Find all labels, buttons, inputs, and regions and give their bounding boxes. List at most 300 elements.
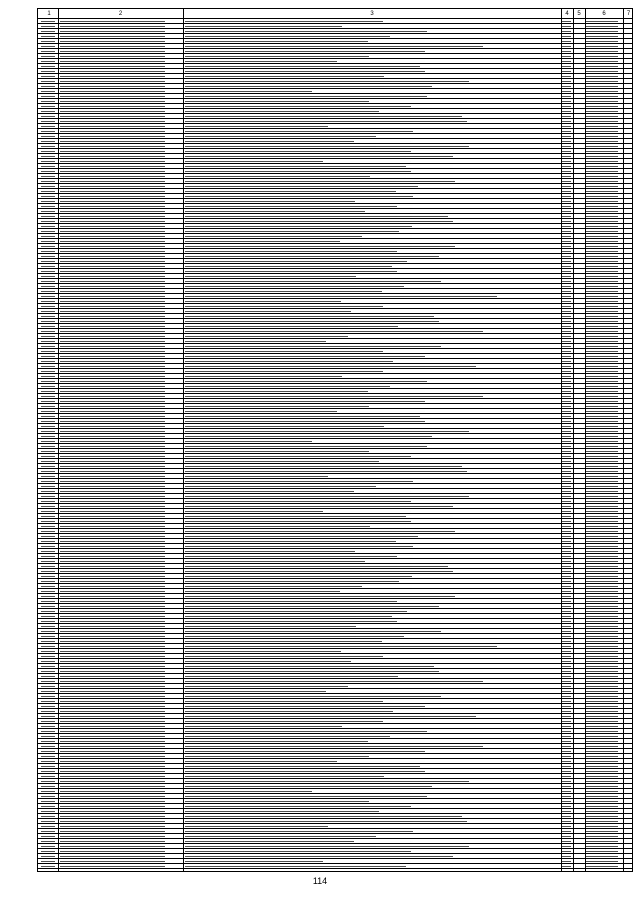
illegible-text (41, 251, 55, 253)
illegible-text (41, 801, 55, 803)
illegible-text (60, 826, 165, 828)
illegible-text (60, 716, 165, 718)
illegible-text (185, 76, 384, 78)
illegible-text (185, 546, 413, 548)
illegible-text (185, 66, 420, 68)
illegible-text (41, 131, 55, 133)
illegible-text (562, 426, 571, 428)
illegible-text (185, 126, 328, 128)
illegible-text (586, 136, 618, 138)
illegible-text (562, 461, 571, 463)
illegible-text (60, 341, 165, 343)
illegible-text (586, 636, 618, 638)
illegible-text (185, 176, 370, 178)
illegible-text (586, 301, 618, 303)
illegible-text (41, 281, 55, 283)
illegible-text (41, 421, 55, 423)
illegible-text (562, 746, 571, 748)
illegible-text (41, 196, 55, 198)
illegible-text (562, 276, 571, 278)
illegible-text (60, 461, 165, 463)
illegible-text (41, 231, 55, 233)
illegible-text (185, 366, 476, 368)
illegible-text (41, 446, 55, 448)
illegible-text (60, 531, 165, 533)
illegible-text (60, 296, 165, 298)
illegible-text (60, 836, 165, 838)
illegible-text (586, 791, 618, 793)
illegible-text (185, 806, 411, 808)
illegible-text (185, 741, 368, 743)
illegible-text (41, 51, 55, 53)
illegible-text (562, 231, 571, 233)
illegible-text (185, 341, 326, 343)
illegible-text (185, 431, 469, 433)
illegible-text (562, 81, 571, 83)
column-divider (585, 9, 586, 871)
illegible-text (586, 681, 618, 683)
illegible-text (60, 676, 165, 678)
illegible-text (562, 456, 571, 458)
illegible-text (60, 866, 165, 868)
illegible-text (586, 181, 618, 183)
illegible-text (562, 476, 571, 478)
illegible-text (185, 776, 384, 778)
illegible-text (586, 156, 618, 158)
illegible-text (185, 91, 312, 93)
illegible-text (586, 731, 618, 733)
illegible-text (185, 716, 476, 718)
illegible-text (185, 96, 427, 98)
illegible-text (185, 246, 455, 248)
illegible-text (586, 216, 618, 218)
illegible-text (185, 186, 418, 188)
illegible-text (562, 331, 571, 333)
illegible-text (586, 556, 618, 558)
illegible-text (562, 36, 571, 38)
illegible-text (185, 301, 341, 303)
illegible-text (586, 806, 618, 808)
illegible-text (562, 251, 571, 253)
illegible-text (586, 31, 618, 33)
illegible-text (60, 816, 165, 818)
illegible-text (60, 21, 165, 23)
illegible-text (586, 111, 618, 113)
illegible-text (586, 531, 618, 533)
illegible-text (185, 396, 483, 398)
illegible-text (41, 561, 55, 563)
illegible-text (41, 806, 55, 808)
illegible-text (586, 756, 618, 758)
illegible-text (60, 856, 165, 858)
illegible-text (586, 46, 618, 48)
illegible-text (586, 696, 618, 698)
illegible-text (185, 216, 448, 218)
illegible-text (185, 51, 425, 53)
illegible-text (586, 261, 618, 263)
illegible-text (562, 441, 571, 443)
illegible-text (60, 726, 165, 728)
illegible-text (60, 196, 165, 198)
illegible-text (41, 96, 55, 98)
illegible-text (586, 841, 618, 843)
illegible-text (586, 196, 618, 198)
illegible-text (562, 556, 571, 558)
illegible-text (41, 791, 55, 793)
illegible-text (60, 356, 165, 358)
illegible-text (586, 96, 618, 98)
illegible-text (185, 311, 351, 313)
illegible-text (41, 431, 55, 433)
illegible-text (41, 741, 55, 743)
illegible-text (60, 321, 165, 323)
illegible-text (185, 476, 328, 478)
illegible-text (586, 551, 618, 553)
illegible-text (60, 846, 165, 848)
illegible-text (41, 346, 55, 348)
illegible-text (60, 781, 165, 783)
illegible-text (41, 576, 55, 578)
illegible-text (60, 861, 165, 863)
illegible-text (41, 516, 55, 518)
illegible-text (41, 681, 55, 683)
illegible-text (562, 201, 571, 203)
illegible-text (586, 286, 618, 288)
illegible-text (60, 656, 165, 658)
illegible-text (41, 256, 55, 258)
illegible-text (185, 196, 413, 198)
illegible-text (60, 216, 165, 218)
illegible-text (60, 651, 165, 653)
illegible-text (60, 631, 165, 633)
illegible-text (562, 656, 571, 658)
illegible-text (562, 741, 571, 743)
illegible-text (60, 421, 165, 423)
illegible-text (185, 116, 462, 118)
illegible-text (586, 546, 618, 548)
illegible-text (60, 701, 165, 703)
illegible-text (586, 826, 618, 828)
illegible-text (60, 516, 165, 518)
illegible-text (185, 736, 390, 738)
illegible-text (562, 166, 571, 168)
illegible-text (562, 61, 571, 63)
illegible-text (41, 711, 55, 713)
illegible-text (41, 336, 55, 338)
illegible-text (60, 801, 165, 803)
illegible-text (586, 676, 618, 678)
illegible-text (60, 406, 165, 408)
illegible-text (562, 686, 571, 688)
illegible-text (41, 671, 55, 673)
illegible-text (562, 691, 571, 693)
illegible-text (562, 531, 571, 533)
illegible-text (41, 461, 55, 463)
illegible-text (185, 336, 348, 338)
illegible-text (185, 416, 420, 418)
illegible-text (586, 266, 618, 268)
illegible-text (586, 476, 618, 478)
illegible-text (41, 536, 55, 538)
illegible-text (586, 206, 618, 208)
illegible-text (60, 266, 165, 268)
illegible-text (586, 66, 618, 68)
illegible-text (562, 116, 571, 118)
illegible-text (60, 171, 165, 173)
illegible-text (41, 66, 55, 68)
illegible-text (562, 101, 571, 103)
illegible-text (562, 326, 571, 328)
illegible-text (41, 621, 55, 623)
illegible-text (41, 76, 55, 78)
illegible-text (185, 771, 425, 773)
illegible-text (41, 176, 55, 178)
illegible-text (562, 191, 571, 193)
illegible-text (185, 231, 399, 233)
illegible-text (185, 106, 411, 108)
illegible-text (586, 726, 618, 728)
illegible-text (60, 376, 165, 378)
illegible-text (60, 481, 165, 483)
illegible-text (185, 821, 467, 823)
illegible-text (185, 666, 434, 668)
illegible-text (41, 776, 55, 778)
illegible-text (185, 681, 483, 683)
illegible-text (41, 796, 55, 798)
illegible-text (41, 111, 55, 113)
illegible-text (185, 536, 418, 538)
illegible-text (586, 621, 618, 623)
illegible-text (586, 236, 618, 238)
illegible-text (41, 521, 55, 523)
illegible-text (586, 71, 618, 73)
illegible-text (562, 731, 571, 733)
illegible-text (41, 821, 55, 823)
illegible-text (41, 46, 55, 48)
illegible-text (60, 391, 165, 393)
illegible-text (562, 301, 571, 303)
illegible-text (586, 191, 618, 193)
illegible-text (41, 31, 55, 33)
illegible-text (586, 341, 618, 343)
illegible-text (185, 851, 411, 853)
illegible-text (586, 361, 618, 363)
illegible-text (185, 461, 379, 463)
illegible-text (41, 756, 55, 758)
illegible-text (60, 26, 165, 28)
illegible-text (60, 796, 165, 798)
illegible-text (41, 441, 55, 443)
illegible-text (185, 411, 337, 413)
illegible-text (586, 816, 618, 818)
illegible-text (586, 691, 618, 693)
illegible-text (562, 826, 571, 828)
illegible-text (41, 581, 55, 583)
illegible-text (562, 181, 571, 183)
illegible-text (586, 686, 618, 688)
illegible-text (586, 661, 618, 663)
illegible-text (41, 526, 55, 528)
illegible-text (562, 676, 571, 678)
illegible-text (586, 616, 618, 618)
illegible-text (185, 131, 413, 133)
illegible-text (586, 741, 618, 743)
illegible-text (562, 546, 571, 548)
illegible-text (41, 761, 55, 763)
illegible-text (586, 471, 618, 473)
illegible-text (586, 416, 618, 418)
illegible-text (562, 121, 571, 123)
illegible-text (60, 821, 165, 823)
illegible-text (586, 21, 618, 23)
illegible-text (562, 131, 571, 133)
illegible-text (185, 351, 383, 353)
column-header-7: 7 (626, 11, 631, 17)
illegible-text (562, 156, 571, 158)
illegible-text (586, 176, 618, 178)
illegible-text (562, 616, 571, 618)
illegible-text (41, 171, 55, 173)
illegible-text (586, 221, 618, 223)
illegible-text (41, 81, 55, 83)
illegible-text (562, 861, 571, 863)
illegible-text (562, 261, 571, 263)
illegible-text (185, 61, 337, 63)
illegible-text (586, 421, 618, 423)
illegible-text (586, 36, 618, 38)
illegible-text (586, 396, 618, 398)
illegible-text (562, 851, 571, 853)
illegible-text (586, 706, 618, 708)
illegible-text (562, 66, 571, 68)
illegible-text (562, 561, 571, 563)
illegible-text (586, 276, 618, 278)
illegible-text (60, 251, 165, 253)
illegible-text (562, 481, 571, 483)
illegible-text (586, 541, 618, 543)
illegible-text (60, 751, 165, 753)
illegible-text (41, 206, 55, 208)
illegible-text (562, 206, 571, 208)
illegible-text (60, 416, 165, 418)
illegible-text (41, 166, 55, 168)
illegible-text (562, 696, 571, 698)
illegible-text (60, 201, 165, 203)
illegible-text (562, 816, 571, 818)
illegible-text (60, 791, 165, 793)
illegible-text (60, 141, 165, 143)
illegible-text (562, 726, 571, 728)
illegible-text (41, 571, 55, 573)
illegible-text (562, 516, 571, 518)
illegible-text (185, 266, 392, 268)
illegible-text (562, 496, 571, 498)
illegible-text (562, 366, 571, 368)
illegible-text (60, 486, 165, 488)
illegible-text (185, 746, 483, 748)
illegible-text (586, 91, 618, 93)
illegible-text (586, 771, 618, 773)
column-header-6: 6 (602, 11, 606, 17)
illegible-text (185, 381, 427, 383)
illegible-text (562, 551, 571, 553)
illegible-text (586, 126, 618, 128)
illegible-text (562, 646, 571, 648)
illegible-text (586, 721, 618, 723)
illegible-text (60, 551, 165, 553)
illegible-text (586, 596, 618, 598)
illegible-text (586, 81, 618, 83)
illegible-text (41, 611, 55, 613)
cell-col-1 (41, 864, 57, 869)
illegible-text (41, 351, 55, 353)
illegible-text (60, 86, 165, 88)
illegible-text (41, 736, 55, 738)
illegible-text (41, 406, 55, 408)
illegible-text (41, 811, 55, 813)
illegible-text (586, 466, 618, 468)
illegible-text (586, 171, 618, 173)
illegible-text (586, 716, 618, 718)
illegible-text (60, 351, 165, 353)
illegible-text (41, 596, 55, 598)
illegible-text (586, 251, 618, 253)
illegible-text (562, 411, 571, 413)
illegible-text (185, 781, 469, 783)
illegible-text (185, 856, 453, 858)
illegible-text (586, 506, 618, 508)
illegible-text (562, 221, 571, 223)
illegible-text (562, 511, 571, 513)
illegible-text (562, 761, 571, 763)
illegible-text (586, 231, 618, 233)
illegible-text (60, 661, 165, 663)
illegible-text (60, 316, 165, 318)
illegible-text (185, 616, 392, 618)
illegible-text (185, 146, 469, 148)
illegible-text (41, 861, 55, 863)
illegible-text (41, 466, 55, 468)
illegible-text (586, 346, 618, 348)
illegible-text (562, 306, 571, 308)
illegible-text (562, 196, 571, 198)
illegible-text (586, 321, 618, 323)
illegible-text (586, 376, 618, 378)
illegible-text (60, 311, 165, 313)
illegible-text (41, 471, 55, 473)
illegible-text (562, 176, 571, 178)
illegible-text (60, 271, 165, 273)
illegible-text (41, 691, 55, 693)
illegible-text (41, 436, 55, 438)
illegible-text (41, 221, 55, 223)
illegible-text (562, 271, 571, 273)
illegible-text (586, 821, 618, 823)
illegible-text (586, 501, 618, 503)
illegible-text (586, 61, 618, 63)
illegible-text (41, 381, 55, 383)
illegible-text (562, 406, 571, 408)
illegible-text (586, 326, 618, 328)
illegible-text (41, 731, 55, 733)
illegible-text (60, 731, 165, 733)
illegible-text (60, 66, 165, 68)
illegible-text (562, 106, 571, 108)
illegible-text (562, 566, 571, 568)
illegible-text (586, 511, 618, 513)
illegible-text (562, 361, 571, 363)
illegible-text (41, 676, 55, 678)
